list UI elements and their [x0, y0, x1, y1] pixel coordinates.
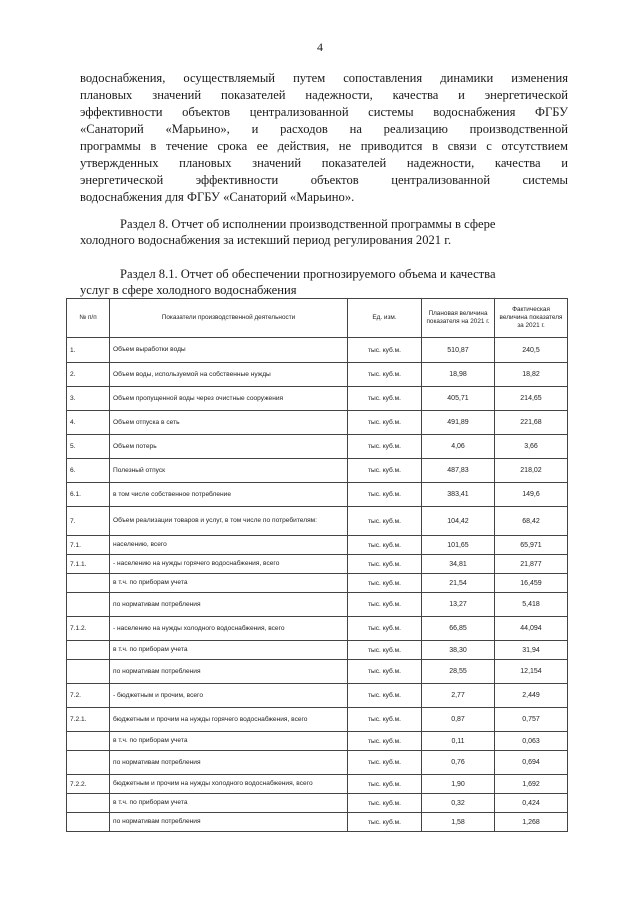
row-indicator: Объем потерь: [110, 435, 348, 459]
table-row: [67, 387, 568, 411]
row-num: 6.1.: [67, 483, 110, 507]
row-indicator: - населению на нужды горячего водоснабжения, всего: [110, 555, 348, 574]
row-indicator: в том числе собственное потребление: [110, 483, 348, 507]
row-num: [67, 641, 110, 660]
table-row: [67, 617, 568, 641]
header-actual: Фактическая величина показателя за 2021 г.: [495, 299, 568, 338]
row-unit: тыс. куб.м.: [348, 641, 422, 660]
row-unit: тыс. куб.м.: [348, 593, 422, 617]
row-planned-value: 4,06: [422, 435, 495, 459]
row-indicator: по нормативам потребления: [110, 751, 348, 775]
intro-line: эффективности объектов централизованной системы водоснабжения ФГБУ: [80, 105, 568, 119]
table-row: [67, 593, 568, 617]
row-indicator: в т.ч. по приборам учета: [110, 574, 348, 593]
row-actual-value: 5,418: [495, 593, 568, 617]
row-indicator: населению, всего: [110, 536, 348, 555]
row-num: 3.: [67, 387, 110, 411]
row-num: 7.1.1.: [67, 555, 110, 574]
row-planned-value: 34,81: [422, 555, 495, 574]
table-header-row: [67, 299, 568, 338]
row-indicator: Объем отпуска в сеть: [110, 411, 348, 435]
row-actual-value: 18,82: [495, 363, 568, 387]
table-row: [67, 775, 568, 794]
row-num: 7.2.1.: [67, 708, 110, 732]
row-planned-value: 66,85: [422, 617, 495, 641]
row-indicator: по нормативам потребления: [110, 593, 348, 617]
row-planned-value: 383,41: [422, 483, 495, 507]
row-planned-value: 405,71: [422, 387, 495, 411]
row-unit: тыс. куб.м.: [348, 536, 422, 555]
row-indicator: Объем выработки воды: [110, 338, 348, 363]
row-unit: тыс. куб.м.: [348, 708, 422, 732]
row-num: [67, 574, 110, 593]
intro-line: утвержденных плановых значений показателей надежности, качества и: [80, 156, 568, 170]
row-unit: тыс. куб.м.: [348, 411, 422, 435]
row-actual-value: 16,459: [495, 574, 568, 593]
table-row: [67, 411, 568, 435]
row-num: [67, 732, 110, 751]
table-row: [67, 483, 568, 507]
row-actual-value: 31,94: [495, 641, 568, 660]
intro-paragraph: [80, 70, 568, 206]
row-planned-value: 510,87: [422, 338, 495, 363]
table-row: [67, 536, 568, 555]
section-8-line: Раздел 8. Отчет об исполнении производственной программы в сфере: [120, 217, 496, 231]
table-row: [67, 732, 568, 751]
table-row: [67, 574, 568, 593]
row-actual-value: 68,42: [495, 507, 568, 536]
table-row: [67, 794, 568, 813]
row-actual-value: 12,154: [495, 660, 568, 684]
row-indicator: по нормативам потребления: [110, 660, 348, 684]
row-num: 2.: [67, 363, 110, 387]
table-body: [67, 338, 568, 832]
row-indicator: - бюджетным и прочим, всего: [110, 684, 348, 708]
header-indicator: Показатели производственной деятельности: [110, 299, 348, 338]
row-planned-value: 13,27: [422, 593, 495, 617]
row-planned-value: 38,30: [422, 641, 495, 660]
table-row: [67, 555, 568, 574]
row-num: 7.: [67, 507, 110, 536]
row-planned-value: 104,42: [422, 507, 495, 536]
intro-line: водоснабжения, осуществляемый путем сопоставления динамики изменения: [80, 71, 568, 85]
table-row: [67, 684, 568, 708]
row-num: 7.2.: [67, 684, 110, 708]
row-unit: тыс. куб.м.: [348, 617, 422, 641]
table-row: [67, 813, 568, 832]
row-actual-value: 0,424: [495, 794, 568, 813]
page-number: 4: [317, 40, 323, 54]
table-row: [67, 363, 568, 387]
intro-line: программы в течение срока ее действия, не приводится в связи с отсутствием: [80, 139, 568, 153]
row-indicator: Объем реализации товаров и услуг, в том числе по потребителям:: [110, 507, 348, 536]
row-unit: тыс. куб.м.: [348, 684, 422, 708]
row-indicator: в т.ч. по приборам учета: [110, 641, 348, 660]
row-planned-value: 28,55: [422, 660, 495, 684]
row-actual-value: 218,02: [495, 459, 568, 483]
intro-line: водоснабжения для ФГБУ «Санаторий «Марьино».: [80, 190, 355, 204]
header-unit: Ед. изм.: [348, 299, 422, 338]
row-unit: тыс. куб.м.: [348, 794, 422, 813]
row-actual-value: 240,5: [495, 338, 568, 363]
row-actual-value: 2,449: [495, 684, 568, 708]
row-indicator: бюджетным и прочим на нужды холодного водоснабжения, всего: [110, 775, 348, 794]
cold-water-report-table: [66, 298, 568, 832]
row-num: 4.: [67, 411, 110, 435]
row-actual-value: 0,694: [495, 751, 568, 775]
header-num: № п/п: [67, 299, 110, 338]
section-8-heading: [80, 216, 568, 248]
row-num: [67, 593, 110, 617]
row-num: 5.: [67, 435, 110, 459]
row-unit: тыс. куб.м.: [348, 775, 422, 794]
row-indicator: в т.ч. по приборам учета: [110, 794, 348, 813]
row-planned-value: 1,90: [422, 775, 495, 794]
row-unit: тыс. куб.м.: [348, 387, 422, 411]
row-actual-value: 0,063: [495, 732, 568, 751]
row-unit: тыс. куб.м.: [348, 435, 422, 459]
row-unit: тыс. куб.м.: [348, 459, 422, 483]
intro-line: энергетической эффективности объектов централизованной системы: [80, 173, 568, 187]
row-actual-value: 149,6: [495, 483, 568, 507]
row-planned-value: 1,58: [422, 813, 495, 832]
row-num: 7.1.: [67, 536, 110, 555]
row-num: 6.: [67, 459, 110, 483]
row-planned-value: 21,54: [422, 574, 495, 593]
row-planned-value: 0,76: [422, 751, 495, 775]
row-actual-value: 3,66: [495, 435, 568, 459]
row-num: [67, 794, 110, 813]
table-row: [67, 459, 568, 483]
row-actual-value: 0,757: [495, 708, 568, 732]
row-indicator: в т.ч. по приборам учета: [110, 732, 348, 751]
table-row: [67, 751, 568, 775]
row-num: 7.2.2.: [67, 775, 110, 794]
table-row: [67, 641, 568, 660]
row-indicator: Объем пропущенной воды через очистные сооружения: [110, 387, 348, 411]
section-8-1-line: услуг в сфере холодного водоснабжения: [80, 283, 297, 297]
row-actual-value: 44,094: [495, 617, 568, 641]
row-planned-value: 0,87: [422, 708, 495, 732]
table-row: [67, 435, 568, 459]
row-actual-value: 214,65: [495, 387, 568, 411]
row-indicator: бюджетным и прочим на нужды горячего водоснабжения, всего: [110, 708, 348, 732]
row-num: 1.: [67, 338, 110, 363]
table-row: [67, 708, 568, 732]
intro-line: «Санаторий «Марьино», и расходов на реализацию производственной: [80, 122, 568, 136]
row-indicator: - населению на нужды холодного водоснабжения, всего: [110, 617, 348, 641]
row-planned-value: 491,89: [422, 411, 495, 435]
row-unit: тыс. куб.м.: [348, 555, 422, 574]
table-row: [67, 338, 568, 363]
row-actual-value: 65,971: [495, 536, 568, 555]
row-planned-value: 487,83: [422, 459, 495, 483]
header-planned: Плановая величина показателя на 2021 г.: [422, 299, 495, 338]
row-unit: тыс. куб.м.: [348, 574, 422, 593]
intro-line: плановых значений показателей надежности, качества и энергетической: [80, 88, 568, 102]
section-8-line: холодного водоснабжения за истекший период регулирования 2021 г.: [80, 233, 452, 247]
row-actual-value: 21,877: [495, 555, 568, 574]
row-planned-value: 101,65: [422, 536, 495, 555]
table-row: [67, 660, 568, 684]
row-unit: тыс. куб.м.: [348, 813, 422, 832]
row-actual-value: 1,268: [495, 813, 568, 832]
row-unit: тыс. куб.м.: [348, 338, 422, 363]
row-planned-value: 0,32: [422, 794, 495, 813]
row-indicator: Объем воды, используемой на собственные нужды: [110, 363, 348, 387]
row-unit: тыс. куб.м.: [348, 483, 422, 507]
row-actual-value: 221,68: [495, 411, 568, 435]
row-unit: тыс. куб.м.: [348, 363, 422, 387]
row-num: 7.1.2.: [67, 617, 110, 641]
row-num: [67, 813, 110, 832]
row-actual-value: 1,692: [495, 775, 568, 794]
row-unit: тыс. куб.м.: [348, 660, 422, 684]
section-8-1-heading: [80, 266, 568, 298]
row-unit: тыс. куб.м.: [348, 751, 422, 775]
table-row: [67, 507, 568, 536]
row-unit: тыс. куб.м.: [348, 507, 422, 536]
row-num: [67, 751, 110, 775]
row-planned-value: 2,77: [422, 684, 495, 708]
row-indicator: Полезный отпуск: [110, 459, 348, 483]
row-num: [67, 660, 110, 684]
row-unit: тыс. куб.м.: [348, 732, 422, 751]
section-8-1-line: Раздел 8.1. Отчет об обеспечении прогнозируемого объема и качества: [120, 267, 496, 281]
row-planned-value: 18,98: [422, 363, 495, 387]
row-indicator: по нормативам потребления: [110, 813, 348, 832]
row-planned-value: 0,11: [422, 732, 495, 751]
